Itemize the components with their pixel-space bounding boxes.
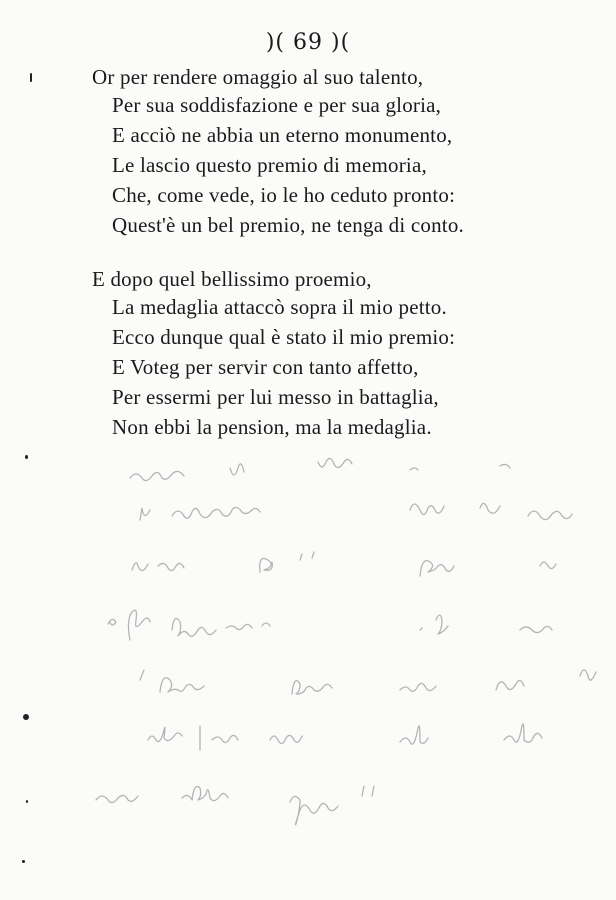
margin-speck (26, 800, 28, 803)
verse-line: E Voteg per servir con tanto affetto, (112, 355, 419, 379)
margin-speck (25, 455, 28, 459)
margin-speck (22, 860, 25, 863)
verse-line: Che, come vede, io le ho ceduto pronto: (112, 183, 456, 207)
verse-line: Or per rendere omaggio al suo talento, (92, 65, 424, 89)
verse-line: La medaglia attaccò sopra il mio petto. (112, 295, 447, 319)
page-number: )( 69 )( (265, 30, 351, 55)
verse-line: Per essermi per lui messo in battaglia, (112, 385, 439, 409)
margin-speck (30, 73, 32, 82)
verse-line: Ecco dunque qual è stato il mio premio: (112, 325, 456, 349)
verse-line: E acciò ne abbia un eterno monumento, (112, 123, 453, 147)
verse-line: E dopo quel bellissimo proemio, (92, 267, 372, 291)
verse-line: Per sua soddisfazione e per sua gloria, (112, 93, 442, 117)
verse-line: Non ebbi la pension, ma la medaglia. (112, 415, 432, 439)
margin-speck (23, 714, 29, 720)
verse-line: Quest'è un bel premio, ne tenga di conto. (112, 213, 464, 237)
verse-line: Le lascio questo premio di memoria, (112, 153, 427, 177)
